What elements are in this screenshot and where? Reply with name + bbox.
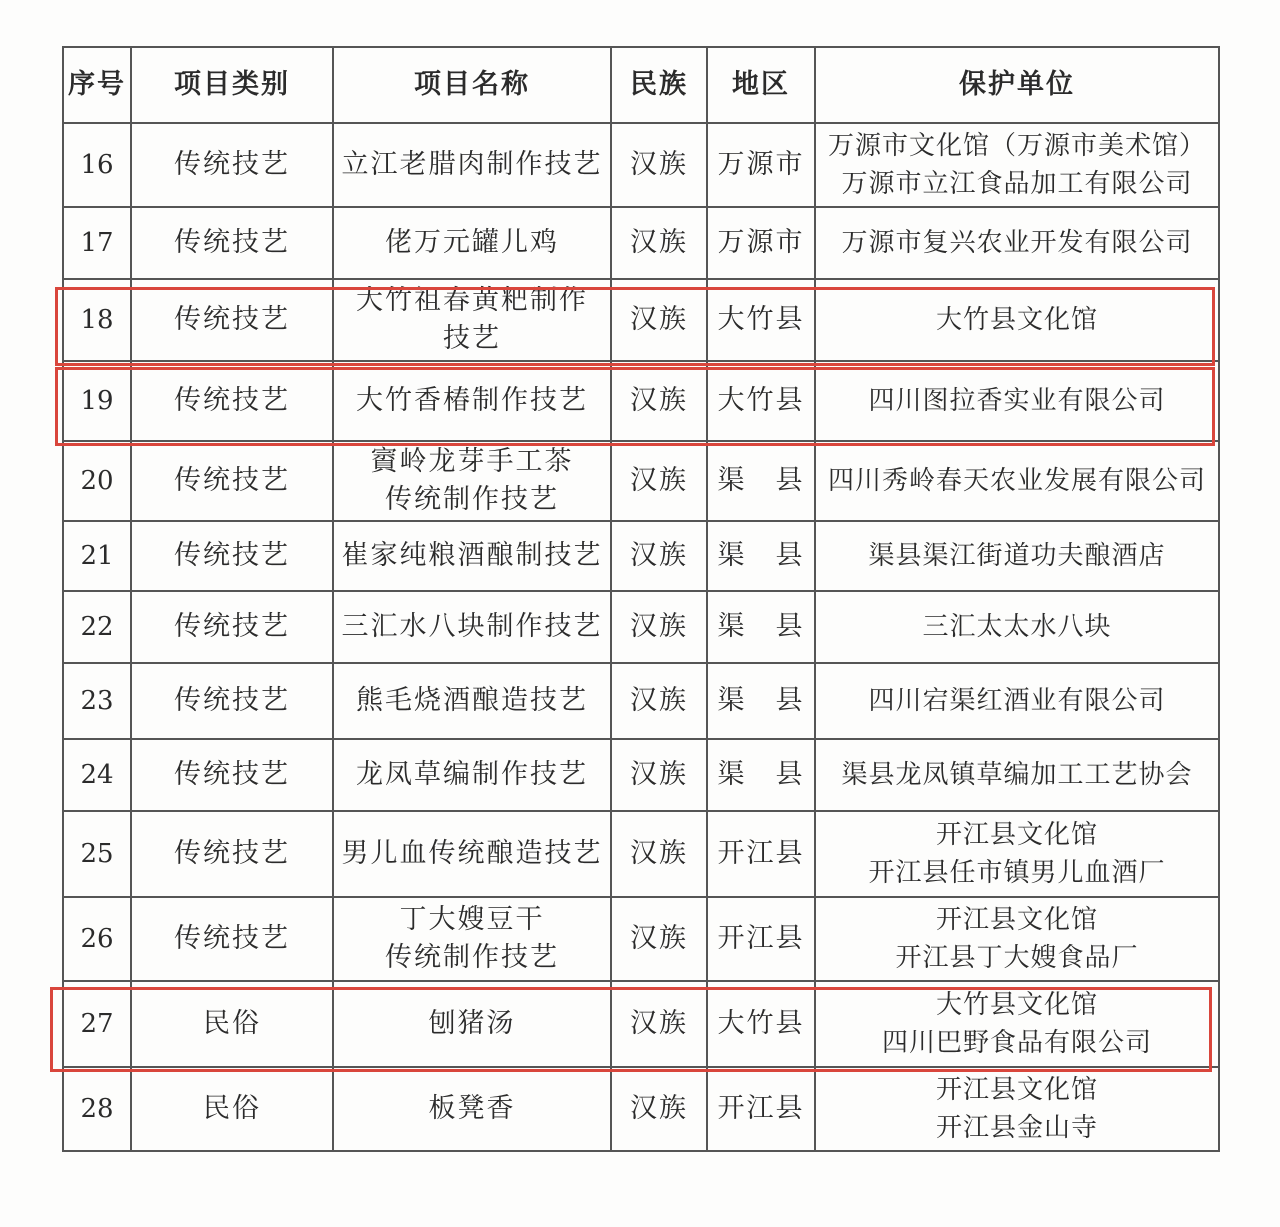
- cell-region: 渠 县: [707, 739, 815, 811]
- cell-category: 民俗: [131, 981, 333, 1067]
- header-project-name: 项目名称: [333, 47, 611, 123]
- cell-serial: 23: [63, 663, 131, 739]
- table-row: [63, 663, 1219, 739]
- table-row: [63, 897, 1219, 981]
- cell-category: 传统技艺: [131, 361, 333, 441]
- cell-category: 民俗: [131, 1067, 333, 1151]
- cell-serial: 19: [63, 361, 131, 441]
- cell-protection-unit: 四川图拉香实业有限公司: [815, 361, 1219, 441]
- header-protection-unit: 保护单位: [815, 47, 1219, 123]
- header-serial: 序号: [63, 47, 131, 123]
- cell-project-name: 崔家纯粮酒酿制技艺: [333, 521, 611, 591]
- cell-region: 万源市: [707, 123, 815, 207]
- cell-project-name: 佬万元罐儿鸡: [333, 207, 611, 279]
- cell-ethnicity: 汉族: [611, 981, 707, 1067]
- table-header-row: [63, 47, 1219, 123]
- cell-serial: 28: [63, 1067, 131, 1151]
- cell-serial: 27: [63, 981, 131, 1067]
- cell-serial: 18: [63, 279, 131, 361]
- table-row: [63, 981, 1219, 1067]
- cell-project-name: 熊毛烧酒酿造技艺: [333, 663, 611, 739]
- cell-category: 传统技艺: [131, 739, 333, 811]
- table-row: [63, 1067, 1219, 1151]
- cell-region: 渠 县: [707, 663, 815, 739]
- cell-category: 传统技艺: [131, 811, 333, 897]
- table-row: [63, 521, 1219, 591]
- cell-ethnicity: 汉族: [611, 279, 707, 361]
- cell-region: 开江县: [707, 1067, 815, 1151]
- cell-ethnicity: 汉族: [611, 739, 707, 811]
- cell-protection-unit: 三汇太太水八块: [815, 591, 1219, 663]
- cell-protection-unit: 大竹县文化馆: [815, 279, 1219, 361]
- cell-serial: 26: [63, 897, 131, 981]
- cell-ethnicity: 汉族: [611, 207, 707, 279]
- cell-project-name: 大竹祖春黄粑制作 技艺: [333, 279, 611, 361]
- cell-project-name: 大竹香椿制作技艺: [333, 361, 611, 441]
- cell-region: 渠 县: [707, 521, 815, 591]
- cell-project-name: 板凳香: [333, 1067, 611, 1151]
- cell-protection-unit: 开江县文化馆 开江县金山寺: [815, 1067, 1219, 1151]
- cell-ethnicity: 汉族: [611, 591, 707, 663]
- cell-protection-unit: 万源市文化馆（万源市美术馆） 万源市立江食品加工有限公司: [815, 123, 1219, 207]
- cell-serial: 25: [63, 811, 131, 897]
- table-row: [63, 361, 1219, 441]
- cell-category: 传统技艺: [131, 123, 333, 207]
- cell-category: 传统技艺: [131, 897, 333, 981]
- cell-protection-unit: 开江县文化馆 开江县丁大嫂食品厂: [815, 897, 1219, 981]
- cell-protection-unit: 渠县龙凤镇草编加工工艺协会: [815, 739, 1219, 811]
- cell-region: 大竹县: [707, 981, 815, 1067]
- table-row: [63, 811, 1219, 897]
- cell-project-name: 刨猪汤: [333, 981, 611, 1067]
- cell-ethnicity: 汉族: [611, 441, 707, 521]
- cell-region: 大竹县: [707, 361, 815, 441]
- table-row: [63, 207, 1219, 279]
- cell-region: 开江县: [707, 897, 815, 981]
- cell-project-name: 賨岭龙芽手工茶 传统制作技艺: [333, 441, 611, 521]
- cell-serial: 21: [63, 521, 131, 591]
- cell-category: 传统技艺: [131, 441, 333, 521]
- table-row: [63, 123, 1219, 207]
- cell-region: 渠 县: [707, 441, 815, 521]
- cell-region: 开江县: [707, 811, 815, 897]
- cell-ethnicity: 汉族: [611, 1067, 707, 1151]
- cell-ethnicity: 汉族: [611, 361, 707, 441]
- cell-region: 渠 县: [707, 591, 815, 663]
- cell-project-name: 龙凤草编制作技艺: [333, 739, 611, 811]
- cell-project-name: 立江老腊肉制作技艺: [333, 123, 611, 207]
- header-category: 项目类别: [131, 47, 333, 123]
- cell-protection-unit: 四川秀岭春天农业发展有限公司: [815, 441, 1219, 521]
- cell-ethnicity: 汉族: [611, 663, 707, 739]
- cell-category: 传统技艺: [131, 207, 333, 279]
- header-ethnicity: 民族: [611, 47, 707, 123]
- cell-serial: 22: [63, 591, 131, 663]
- cell-protection-unit: 大竹县文化馆 四川巴野食品有限公司: [815, 981, 1219, 1067]
- table-row: [63, 739, 1219, 811]
- cell-protection-unit: 万源市复兴农业开发有限公司: [815, 207, 1219, 279]
- cell-category: 传统技艺: [131, 521, 333, 591]
- cell-category: 传统技艺: [131, 591, 333, 663]
- cell-ethnicity: 汉族: [611, 811, 707, 897]
- cell-project-name: 三汇水八块制作技艺: [333, 591, 611, 663]
- cell-category: 传统技艺: [131, 663, 333, 739]
- table-row: [63, 441, 1219, 521]
- cell-region: 大竹县: [707, 279, 815, 361]
- cell-project-name: 丁大嫂豆干 传统制作技艺: [333, 897, 611, 981]
- cell-serial: 20: [63, 441, 131, 521]
- cell-ethnicity: 汉族: [611, 521, 707, 591]
- table-row: [63, 279, 1219, 361]
- cell-serial: 24: [63, 739, 131, 811]
- heritage-table: [62, 46, 1220, 1152]
- cell-serial: 16: [63, 123, 131, 207]
- header-region: 地区: [707, 47, 815, 123]
- cell-region: 万源市: [707, 207, 815, 279]
- cell-category: 传统技艺: [131, 279, 333, 361]
- cell-ethnicity: 汉族: [611, 123, 707, 207]
- cell-ethnicity: 汉族: [611, 897, 707, 981]
- cell-project-name: 男儿血传统酿造技艺: [333, 811, 611, 897]
- cell-protection-unit: 开江县文化馆 开江县任市镇男儿血酒厂: [815, 811, 1219, 897]
- cell-protection-unit: 四川宕渠红酒业有限公司: [815, 663, 1219, 739]
- cell-protection-unit: 渠县渠江街道功夫酿酒店: [815, 521, 1219, 591]
- cell-serial: 17: [63, 207, 131, 279]
- table-row: [63, 591, 1219, 663]
